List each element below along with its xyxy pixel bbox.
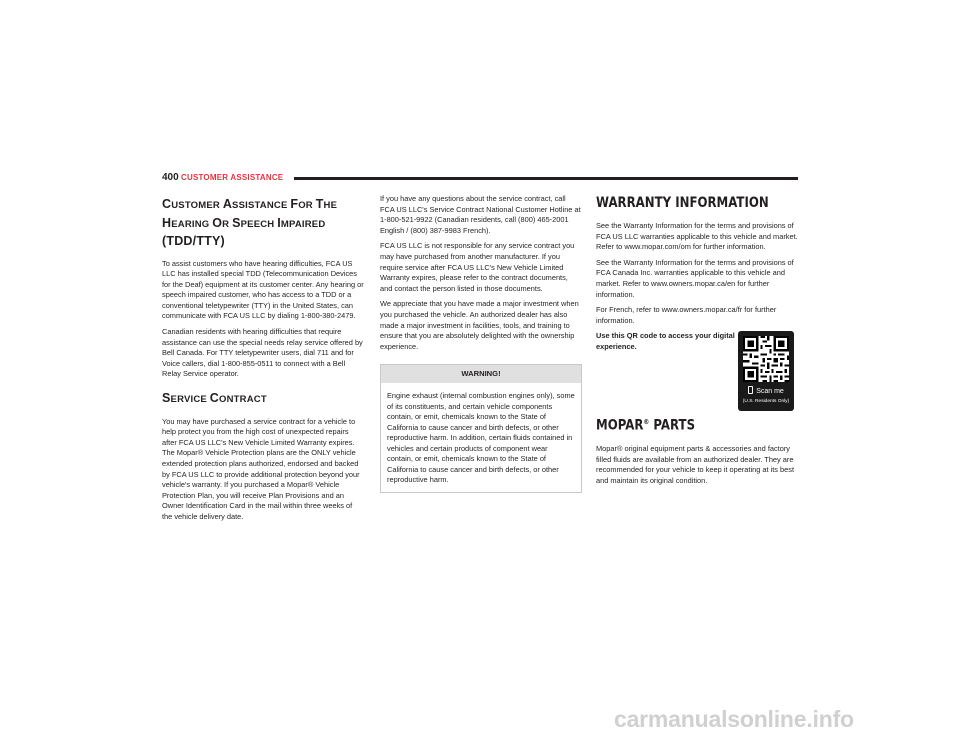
heading-line-3: (TDD/TTY)	[162, 234, 225, 248]
warning-text: Engine exhaust (internal combustion engines only), some of its constituents, and certain vehicle components contain, or emit, chemicals known to the State of California to cause cancer and birth defects, or other reproductive harm. In addition, certain fluids contained in vehicles and certain products of component wear contain, or emit, chemicals known to the State of California to cause cancer and birth defects, or other reproductive harm.	[387, 391, 575, 485]
qr-card[interactable]	[738, 331, 794, 411]
qr-instruction: Use this QR code to access your digital experience.	[596, 331, 735, 351]
warning-title: WARNING!	[381, 365, 581, 383]
page-header	[162, 172, 798, 186]
tdd-paragraph: To assist customers who have hearing difficulties, FCA US LLC has installed special TDD (Telecommunication Devices for the Deaf) equipment at its customer center. Any hearing or speech impaired customer, who has access to a TDD or a conventional teletypewriter (TTY) in the United States, can communicate with FCA US LLC by dialing 1-800-380-2479.	[162, 258, 364, 321]
scan-me-label: Scan me	[738, 386, 794, 396]
heading-line-2: HEARING OR SPEECH IMPAIRED	[162, 215, 326, 230]
warranty-canada-paragraph: See the Warranty Information for the terms and provisions of FCA Canada Inc. warranties applicable to this vehicle and market. Refer to www.owners.mopar.ca/en for further information.	[596, 257, 794, 299]
column-1	[162, 194, 364, 527]
responsibility-paragraph: FCA US LLC is not responsible for any service contract you may have purchased from another manufacturer. If you require service after FCA US LLC's New Vehicle Limited Warranty expires, please refer to the contract documents, and contact the person listed in those documents.	[380, 241, 575, 293]
phone-icon	[748, 386, 753, 394]
canada-relay-paragraph: Canadian residents with hearing difficulties that require assistance can use the special needs relay service offered by Bell Canada. For TTY teletypewriter users, dial 711 and for Voice callers, dial 1-800-855-0511 to connect with a Bell Relay Service operator.	[162, 327, 363, 379]
warning-box	[380, 364, 582, 493]
warranty-us-paragraph: See the Warranty Information for the terms and provisions of FCA US LLC warranties applicable to this vehicle and market. Refer to www.mopar.com/om for further information.	[596, 221, 798, 252]
hotline-paragraph: If you have any questions about the service contract, call FCA US LLC's Service Contract National Customer Hotline at 1-800-521-9922 (Canadian residents, call (800) 465-2001 English / (800) 387-9983 French).	[380, 194, 581, 235]
qr-block	[596, 331, 798, 405]
heading-line-1: CUSTOMER ASSISTANCE FOR THE	[162, 197, 338, 211]
mopar-parts-paragraph: Mopar® original equipment parts & accessories and factory filled fluids are available from an authorized dealer. They are recommended for your vehicle to keep it operating at its best and maintain its original condition.	[596, 444, 795, 485]
page-number: 400	[162, 172, 179, 183]
warranty-french-paragraph: For French, refer to www.owners.mopar.ca/fr for further information.	[596, 305, 777, 325]
column-3	[596, 194, 798, 491]
section-name: CUSTOMER ASSISTANCE	[181, 173, 284, 182]
heading-hearing-speech-impaired	[162, 196, 364, 251]
header-rule	[294, 177, 798, 180]
heading-warranty-information: WARRANTY INFORMATION	[596, 195, 769, 211]
column-2	[380, 194, 582, 493]
appreciation-paragraph: We appreciate that you have made a major investment when you purchased the vehicle. An authorized dealer has also made a major investment in facilities, tools, and training to ensure that you are absolutely delighted with the ownership experience.	[380, 299, 579, 351]
qr-residents-note: (U.S. Residents Only)	[742, 399, 790, 405]
qr-code-icon[interactable]	[743, 336, 789, 382]
heading-service-contract: SERVICE CONTRACT	[162, 391, 267, 406]
service-contract-paragraph: You may have purchased a service contract for a vehicle to help protect you from the high cost of unexpected repairs after FCA US LLC's New Vehicle Limited Warranty expires. The Mopar® Vehicle Protection plans are the ONLY vehicle extended protection plans authorized, endorsed and backed by FCA US LLC to provide additional protection beyond your vehicle's warranty. If you purchased a Mopar® Vehicle Protection Plan, you will receive Plan Provisions and an Owner Identification Card in the mail within three weeks of the vehicle delivery date.	[162, 416, 360, 521]
watermark: carmanualsonline.info	[614, 706, 854, 732]
heading-mopar-parts: MOPAR® PARTS	[596, 418, 696, 434]
